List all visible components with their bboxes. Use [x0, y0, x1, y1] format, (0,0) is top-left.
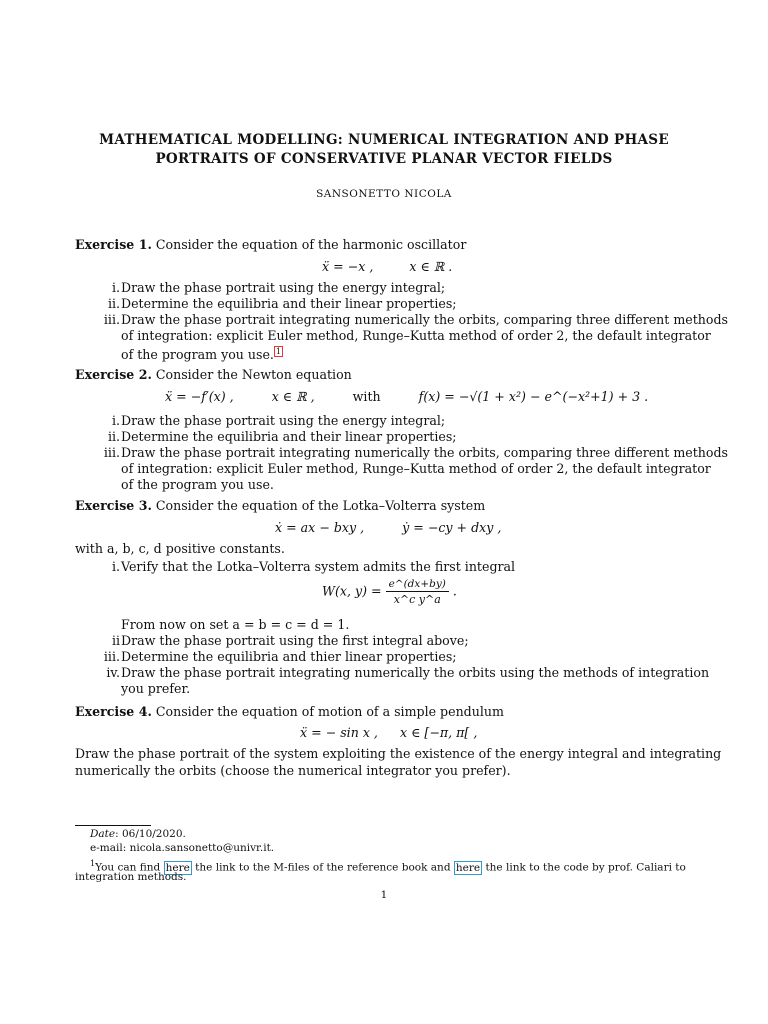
exercise-4-body-2: numerically the orbits (choose the numerical integrator you prefer). — [75, 763, 511, 778]
exercise-3-constants: with a, b, c, d positive constants. — [75, 541, 285, 556]
title-line-1: MATHEMATICAL MODELLING: NUMERICAL INTEGRATION AND PHASE — [99, 132, 669, 148]
exercise-2-heading — [75, 367, 352, 383]
ex4-eq-rhs: x ∈ [−π, π[ , — [399, 725, 478, 740]
exercise-4-intro: Consider the equation of motion of a simple pendulum — [155, 704, 504, 719]
w-fraction — [386, 578, 449, 606]
exercise-4-label: Exercise 4. — [75, 704, 152, 719]
exercise-4-body-1: Draw the phase portrait of the system exploiting the existence of the energy integral and integrating — [75, 746, 722, 761]
exercise-1-intro: Consider the equation of the harmonic oscillator — [155, 237, 467, 252]
list-item-continuation: of integration: explicit Euler method, Runge–Kutta method of order 2, the default integrator — [121, 461, 711, 476]
w-numerator: e^(dx+by) — [386, 578, 449, 592]
caliari-code-link[interactable]: here — [455, 861, 481, 874]
ex1-eq-lhs: ẍ = −x , — [322, 259, 374, 274]
exercise-2-label: Exercise 2. — [75, 367, 152, 382]
exercise-3-heading — [75, 498, 485, 514]
exercise-3-intro: Consider the equation of the Lotka–Volterra system — [155, 498, 486, 513]
footnote-1-continuation: integration methods. — [75, 871, 187, 883]
parameter-setting: From now on set a = b = c = d = 1. — [121, 617, 350, 632]
w-end: . — [452, 583, 457, 599]
exercise-3-label: Exercise 3. — [75, 498, 152, 513]
w-lhs: W(x, y) = — [322, 583, 382, 599]
exercise-3-equations — [275, 520, 501, 535]
footnote-email: e-mail: nicola.sansonetto@univr.it. — [90, 842, 275, 854]
ex3-eq-y: ẏ = −cy + dxy , — [402, 520, 502, 535]
ex4-eq-lhs: ẍ = − sin x , — [300, 725, 378, 740]
author-name: SANSONETTO NICOLA — [316, 188, 452, 200]
w-denominator: x^c y^a — [393, 593, 441, 606]
footnote-1: $^1$You can find here the link to the M-files of the reference book and here the link to the code by prof. Caliari to — [90, 859, 686, 874]
exercise-1-equation — [322, 259, 452, 274]
ex2-eq-mid: x ∈ ℝ , — [271, 389, 315, 404]
footnote-date: Date: 06/10/2020. — [90, 828, 186, 840]
page-number: 1 — [380, 889, 388, 901]
ex2-eq-lhs: ẍ = −f′(x) , — [165, 389, 234, 404]
ex3-eq-x: ẋ = ax − bxy , — [275, 520, 365, 535]
exercise-4-equation — [300, 725, 477, 740]
reference-book-link[interactable]: here — [165, 861, 190, 874]
list-item-continuation: of the program you use. — [121, 477, 274, 492]
list-item-continuation: of integration: explicit Euler method, Runge–Kutta method of order 2, the default integrator — [121, 328, 711, 343]
ex2-eq-rhs: f(x) = −√(1 + x²) − e^(−x²+1) + 3 . — [418, 389, 649, 404]
footnote-divider — [75, 825, 151, 826]
page-title — [60, 131, 708, 169]
page: MATHEMATICAL MODELLING: NUMERICAL INTEGRATION AND PHASE PORTRAITS OF CONSERVATIVE PLANAR VECTOR FIELDS SANSONETTO NICOLA Exercise 1. Consider the equation of the harmonic oscillator ẍ = −x , x ∈ ℝ . i. Draw the phase portrait using the energy integral; ii. Determine the equilibria and their linear properties; iii. Draw the phase portrait integrating numerically the orbits, comparing three different methods of integration: explicit Euler method, Runge–Kutta method of order 2, the default integrator of the program you use. $^1$ Exercise 2. Consider the Newton equation ẍ = −f′(x) , x ∈ ℝ , with f(x) = −√(1 + x²) − e^(−x²+1) + 3 . i. Draw the phase portrait using the energy integral; ii. Determine the equilibria and their linear properties; iii. Draw the phase portrait integrating numerically the orbits, comparing three different methods of integration: explicit Euler method, Runge–Kutta method of order 2, the default integrator of the program you use. Exercise 3. Consider the equation of the Lotka–Volterra system ẋ = ax − bxy , ẏ = −cy + dxy , with a, b, c, d positive constants. i. Verify that the Lotka–Volterra system admits the first integral W(x, y) = $\frac{e\^{}(dx+by)}{\text{x\textasciicircum{}c y\textasciicircum{}a}}$ . From now on set a = b = c = d = 1. ii Draw the phase portrait using the first integral above; iii. Determine the equilibria and thier linear properties; iv. Draw the phase portrait integrating numerically the orbits using the methods of integration you prefer. Exercise 4. Consider the equation of motion of a simple pendulum ẍ = − sin x , x ∈ [−π, π[ , Draw the phase portrait of the system exploiting the existence of the energy integral and integrating numerically the orbits (choose the numerical integrator you prefer). Date: 06/10/2020. e-mail: nicola.sansonetto@univr.it. $^1$You can find here the link to the M-files of the reference book and here the link to the code by prof. Caliari to integration methods. 1 — [0, 0, 768, 1024]
list-item-continuation: of the program you use. $^1$ — [121, 347, 282, 363]
exercise-1-heading — [75, 237, 466, 253]
exercise-2-equation — [165, 389, 648, 404]
exercise-4-heading — [75, 704, 504, 720]
list-item-continuation: you prefer. — [121, 681, 191, 696]
footnote-ref-link[interactable]: 1 — [275, 347, 282, 356]
ex2-eq-with: with — [352, 389, 381, 404]
first-integral-formula — [322, 578, 457, 606]
ex1-eq-rhs: x ∈ ℝ . — [409, 259, 453, 274]
title-line-2: PORTRAITS OF CONSERVATIVE PLANAR VECTOR FIELDS — [155, 151, 613, 167]
exercise-1-label: Exercise 1. — [75, 237, 152, 252]
exercise-2-intro: Consider the Newton equation — [155, 367, 352, 382]
